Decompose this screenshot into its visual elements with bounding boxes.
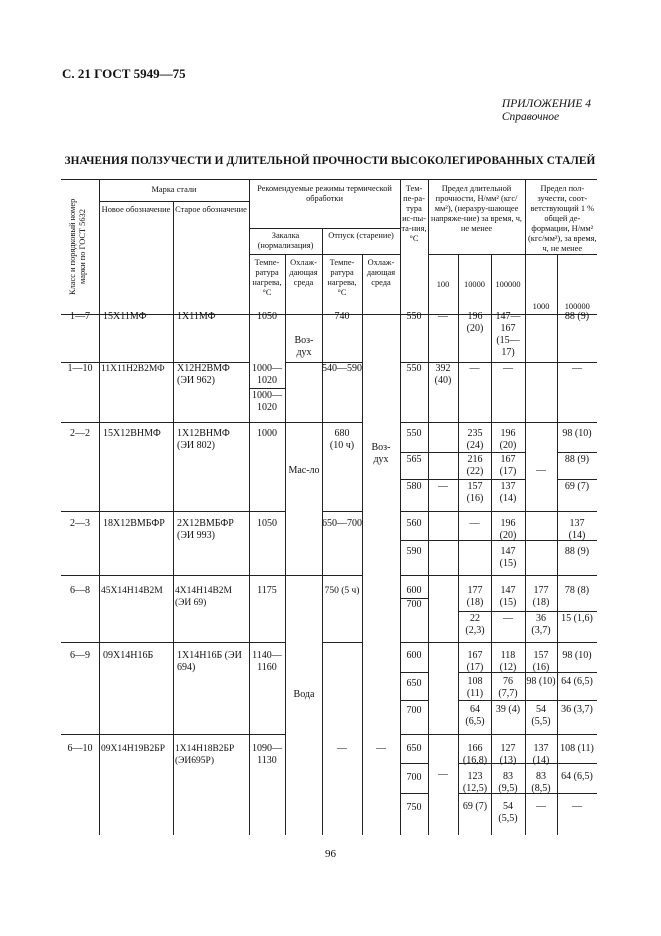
row5-c100000-1: 78 (8) — [564, 585, 590, 596]
row3-c100000-1: 98 (10) — [562, 428, 592, 439]
row4-s100000-1: 196 (20) — [499, 518, 517, 541]
row1-s100: — — [438, 311, 448, 322]
page-number: 96 — [325, 848, 336, 860]
row4-c100000-1: 137 (14) — [568, 518, 586, 541]
strength-100000-header: 100000 — [491, 255, 525, 315]
row3-s100-3: — — [438, 481, 448, 492]
tempering-header: Отпуск (старение) — [322, 229, 400, 255]
row6-c1000-2: 98 (10) — [526, 676, 556, 687]
row3-s100000-1: 196 (20) — [499, 428, 517, 451]
row3-c100000-3: 69 (7) — [564, 481, 590, 492]
row4-temper: 650—700 — [322, 518, 362, 529]
row7-c100000-3: — — [572, 801, 582, 812]
strength-100-header: 100 — [428, 255, 458, 315]
row6-c100000-1: 98 (10) — [562, 650, 592, 661]
page-header: С. 21 ГОСТ 5949—75 — [62, 66, 186, 81]
row1-s10000: 196 (20) — [466, 311, 484, 334]
row3-t2: 565 — [406, 454, 422, 465]
row2-s100000: — — [503, 363, 513, 374]
row4-old: 2Х12ВМБФР (ЭИ 993) — [177, 518, 234, 541]
row3-c1000: — — [536, 465, 546, 476]
row4-t1: 560 — [406, 518, 422, 529]
row2-t: 550 — [406, 363, 422, 374]
row2-class: 1—10 — [67, 363, 93, 374]
row7-s10000-3: 69 (7) — [462, 801, 488, 812]
row6-c100000-2: 64 (6,5) — [561, 676, 593, 687]
row4-class: 2—3 — [70, 518, 90, 529]
medium-air-1: Воз-дух — [294, 335, 314, 358]
row6-s100000-2: 76 (7,7) — [498, 676, 518, 699]
row3-s100000-2: 167 (17) — [499, 454, 517, 477]
row1-new: 15Х11МФ — [103, 311, 147, 322]
row3-t3: 580 — [406, 481, 422, 492]
row7-s100: — — [438, 769, 448, 780]
row3-s10000-1: 235 (24) — [466, 428, 484, 451]
row6-old: 1Х14Н16Б (ЭИ 694) — [177, 650, 242, 673]
row5-s10000-2: 22 (2,3) — [465, 613, 485, 636]
row7-t3: 750 — [406, 802, 422, 813]
row1-temper: 740 — [334, 311, 350, 322]
row7-s10000-2: 123 (12,5) — [462, 771, 488, 794]
row6-s100000-1: 118 (12) — [499, 650, 517, 673]
row4-hard: 1050 — [257, 518, 277, 529]
row6-t2: 650 — [406, 678, 422, 689]
row2-temper: 540—590 — [322, 363, 362, 374]
appendix-subtitle: Справочное — [501, 111, 560, 123]
row6-new: 09Х14Н16Б — [103, 650, 154, 661]
test-temp-header: Тем-пе-ра-тура ис-пы-та-ния, °С — [400, 180, 428, 315]
row2-c100000: — — [572, 363, 582, 374]
row3-c100000-2: 88 (9) — [564, 454, 590, 465]
row1-hard: 1050 — [257, 311, 277, 322]
medium-water: Вода — [293, 689, 315, 700]
table-title: ЗНАЧЕНИЯ ПОЛЗУЧЕСТИ И ДЛИТЕЛЬНОЙ ПРОЧНОСТИ ВЫСОКОЛЕГИРОВАННЫХ СТАЛЕЙ — [64, 155, 596, 167]
medium-oil: Мас-ло — [288, 465, 320, 476]
row2-old: Х12Н2ВМФ (ЭИ 962) — [177, 363, 230, 386]
row6-c1000-1: 157 (16) — [532, 650, 550, 673]
row7-hard: 1090—1130 — [252, 743, 282, 766]
row4-c100000-2: 88 (9) — [564, 546, 590, 557]
row1-c100000: 88 (9) — [564, 311, 590, 322]
row6-s100000-3: 39 (4) — [495, 704, 521, 715]
row3-t1: 550 — [406, 428, 422, 439]
appendix-label — [502, 98, 591, 124]
row3-s10000-3: 157 (16) — [466, 481, 484, 504]
steel-grade-header: Марка стали — [99, 180, 249, 202]
row2-s10000: — — [469, 363, 480, 374]
row6-c100000-3: 36 (3,7) — [561, 704, 593, 715]
strength-10000-header: 10000 — [458, 255, 491, 315]
row7-s100000-2: 83 (9,5) — [498, 771, 518, 794]
row5-c100000-2: 15 (1,6) — [561, 613, 593, 624]
row2-s100: 392 (40) — [434, 363, 452, 386]
row5-temper: 750 (5 ч) — [324, 586, 360, 596]
row5-c1000-2: 36 (3,7) — [531, 613, 551, 636]
temper-cool-header: Охлаж-дающая среда — [362, 255, 400, 315]
row1-t: 550 — [406, 311, 422, 322]
row5-t1: 600 — [406, 585, 422, 596]
row5-s100000-1: 147 (15) — [499, 585, 517, 608]
row6-t3: 700 — [406, 705, 422, 716]
row7-c100000-2: 64 (6,5) — [561, 771, 593, 782]
row3-s100000-3: 137 (14) — [499, 481, 517, 504]
row1-class: 1—7 — [70, 311, 90, 322]
temper-temp-header: Темпе-ратура нагрева, °С — [322, 255, 362, 315]
row2-hard-a: 1000—1020 — [252, 363, 282, 386]
row5-s10000-1: 177 (18) — [466, 585, 484, 608]
row6-s10000-3: 64 (6,5) — [465, 704, 485, 727]
row7-s100000-3: 54 (5,5) — [498, 801, 518, 824]
row7-t1: 650 — [406, 743, 422, 754]
creep-1000-header: 1000 — [525, 255, 557, 315]
row4-t2: 590 — [406, 546, 422, 557]
row3-class: 2—2 — [70, 428, 90, 439]
medium-air-2: Воз-дух — [371, 442, 391, 465]
row7-c1000-3: — — [536, 801, 546, 812]
row7-old: 1Х14Н18В2БР (ЭИ695Р) — [175, 744, 235, 766]
row7-c100000-1: 108 (11) — [560, 743, 594, 754]
regimes-header: Рекомендуемые режимы термической обработки — [249, 180, 400, 229]
strength-header: Предел длительной прочности, Н/мм² (кгс/мм²), (неразру-шающее напряже-ние) за время, ч, не менее — [428, 180, 525, 255]
class-column-header: Класс и порядковый номер марки по ГОСТ 5632 — [67, 198, 87, 296]
row7-cool: — — [376, 743, 386, 754]
row3-old: 1Х12ВНМФ (ЭИ 802) — [177, 428, 230, 451]
new-name-header: Новое обозначение — [99, 202, 173, 315]
row7-c1000-2: 83 (8,5) — [531, 771, 551, 794]
row5-c1000-1: 177 (18) — [532, 585, 550, 608]
row3-temper: 680 (10 ч) — [329, 428, 355, 451]
table-body — [61, 297, 597, 835]
row6-s10000-2: 108 (11) — [466, 676, 484, 699]
row2-hard-b: 1000—1020 — [252, 390, 282, 413]
row5-old: 4Х14Н14В2М (ЭИ 69) — [175, 586, 233, 608]
row6-c1000-3: 54 (5,5) — [531, 704, 551, 727]
row3-new: 15Х12ВНМФ — [103, 428, 161, 439]
hardening-header: Закалка (нормализация) — [249, 229, 322, 255]
row5-new: 45Х14Н14В2М — [101, 586, 163, 596]
row5-hard: 1175 — [257, 585, 277, 596]
creep-100000-header: 100000 — [557, 255, 597, 315]
row5-class: 6—8 — [70, 585, 90, 596]
row7-t2: 700 — [406, 772, 422, 783]
old-name-header: Старое обозначение — [173, 202, 249, 315]
row7-c1000-1: 137 (14) — [532, 743, 550, 766]
row7-temper: — — [337, 743, 347, 754]
row6-hard: 1140—1160 — [252, 650, 282, 673]
hard-temp-header: Темпе-ратура нагрева, °С — [249, 255, 285, 315]
row2-new: 11Х11Н2В2МФ — [101, 364, 165, 374]
row6-class: 6—9 — [70, 650, 90, 661]
row3-hard: 1000 — [257, 428, 277, 439]
appendix-title: ПРИЛОЖЕНИЕ 4 — [501, 98, 591, 110]
row4-s10000-1: — — [469, 518, 480, 529]
row6-s10000-1: 167 (17) — [466, 650, 484, 673]
row1-old: 1Х11МФ — [177, 311, 216, 322]
row3-s10000-2: 216 (22) — [466, 454, 484, 477]
row6-t1: 600 — [406, 650, 422, 661]
row7-class: 6—10 — [67, 743, 93, 754]
row4-new: 18Х12ВМБФР — [103, 518, 165, 529]
creep-strength-table — [61, 179, 597, 315]
hard-cool-header: Охлаж-дающая среда — [285, 255, 322, 315]
row7-s10000-1: 166 (16,8) — [462, 743, 488, 766]
row5-t2: 700 — [406, 599, 422, 610]
row7-new: 09Х14Н19В2БР — [101, 744, 166, 754]
creep-header: Предел пол-зучести, соот-ветствующий 1 % общей де-формации, Н/мм² (кгс/мм²), за время, ч, не менее — [525, 180, 597, 255]
row5-s100000-2: — — [503, 613, 513, 624]
row7-s100000-1: 127 (13) — [499, 743, 517, 766]
row4-s100000-2: 147 (15) — [499, 546, 517, 569]
row1-s100000: 147—167 (15—17) — [495, 311, 521, 358]
